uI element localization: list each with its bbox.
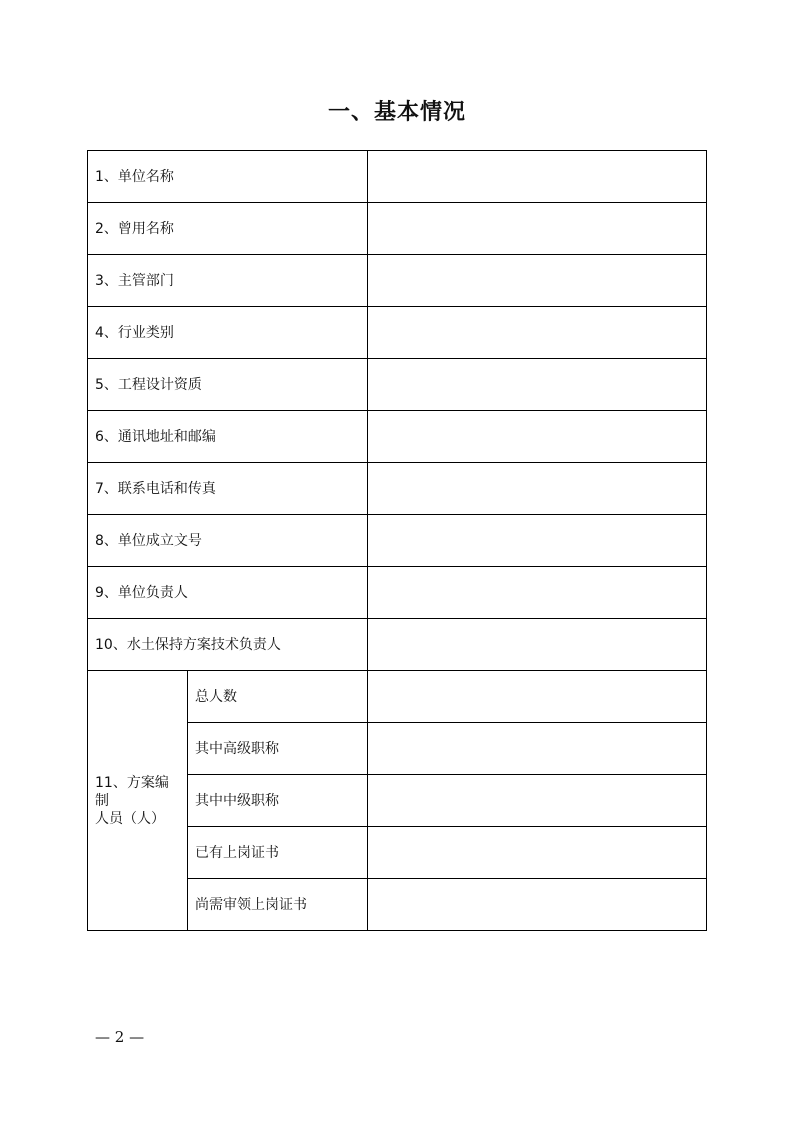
sub-row-value-field[interactable] — [368, 723, 707, 775]
sub-row-label: 其中高级职称 — [188, 723, 368, 775]
sub-row-value-field[interactable] — [368, 879, 707, 931]
page-title: 一、基本情况 — [327, 100, 466, 125]
table-row — [88, 671, 707, 723]
sub-row-value-field[interactable] — [368, 671, 707, 723]
table-row — [88, 515, 707, 567]
table-row — [88, 463, 707, 515]
row-value-field[interactable] — [368, 515, 707, 567]
table-row — [88, 203, 707, 255]
table-row — [88, 255, 707, 307]
table-row — [88, 619, 707, 671]
sub-row-label: 其中中级职称 — [188, 775, 368, 827]
sub-row-label: 总人数 — [188, 671, 368, 723]
row-label: 8、单位成立文号 — [88, 515, 368, 567]
row-value-field[interactable] — [368, 307, 707, 359]
row-label: 3、主管部门 — [88, 255, 368, 307]
staff-group-label-line2: 人员（人） — [95, 810, 165, 827]
basic-info-table — [87, 150, 707, 931]
sub-row-label: 已有上岗证书 — [188, 827, 368, 879]
row-value-field[interactable] — [368, 411, 707, 463]
row-label: 10、水土保持方案技术负责人 — [88, 619, 368, 671]
table-row — [88, 151, 707, 203]
row-value-field[interactable] — [368, 359, 707, 411]
row-label: 1、单位名称 — [88, 151, 368, 203]
sub-row-value-field[interactable] — [368, 775, 707, 827]
row-label: 6、通讯地址和邮编 — [88, 411, 368, 463]
row-label: 7、联系电话和传真 — [88, 463, 368, 515]
row-value-field[interactable] — [368, 463, 707, 515]
table-row — [88, 359, 707, 411]
row-label: 4、行业类别 — [88, 307, 368, 359]
row-label: 2、曾用名称 — [88, 203, 368, 255]
row-value-field[interactable] — [368, 203, 707, 255]
sub-row-label: 尚需审领上岗证书 — [188, 879, 368, 931]
table-row — [88, 411, 707, 463]
row-value-field[interactable] — [368, 619, 707, 671]
staff-group-label — [88, 671, 188, 931]
table-row — [88, 567, 707, 619]
page-number: — 2 — — [95, 1028, 145, 1046]
row-label: 9、单位负责人 — [88, 567, 368, 619]
table-row — [88, 307, 707, 359]
staff-group-label-line1: 11、方案编制 — [95, 774, 169, 809]
row-value-field[interactable] — [368, 151, 707, 203]
row-label: 5、工程设计资质 — [88, 359, 368, 411]
row-value-field[interactable] — [368, 255, 707, 307]
sub-row-value-field[interactable] — [368, 827, 707, 879]
row-value-field[interactable] — [368, 567, 707, 619]
